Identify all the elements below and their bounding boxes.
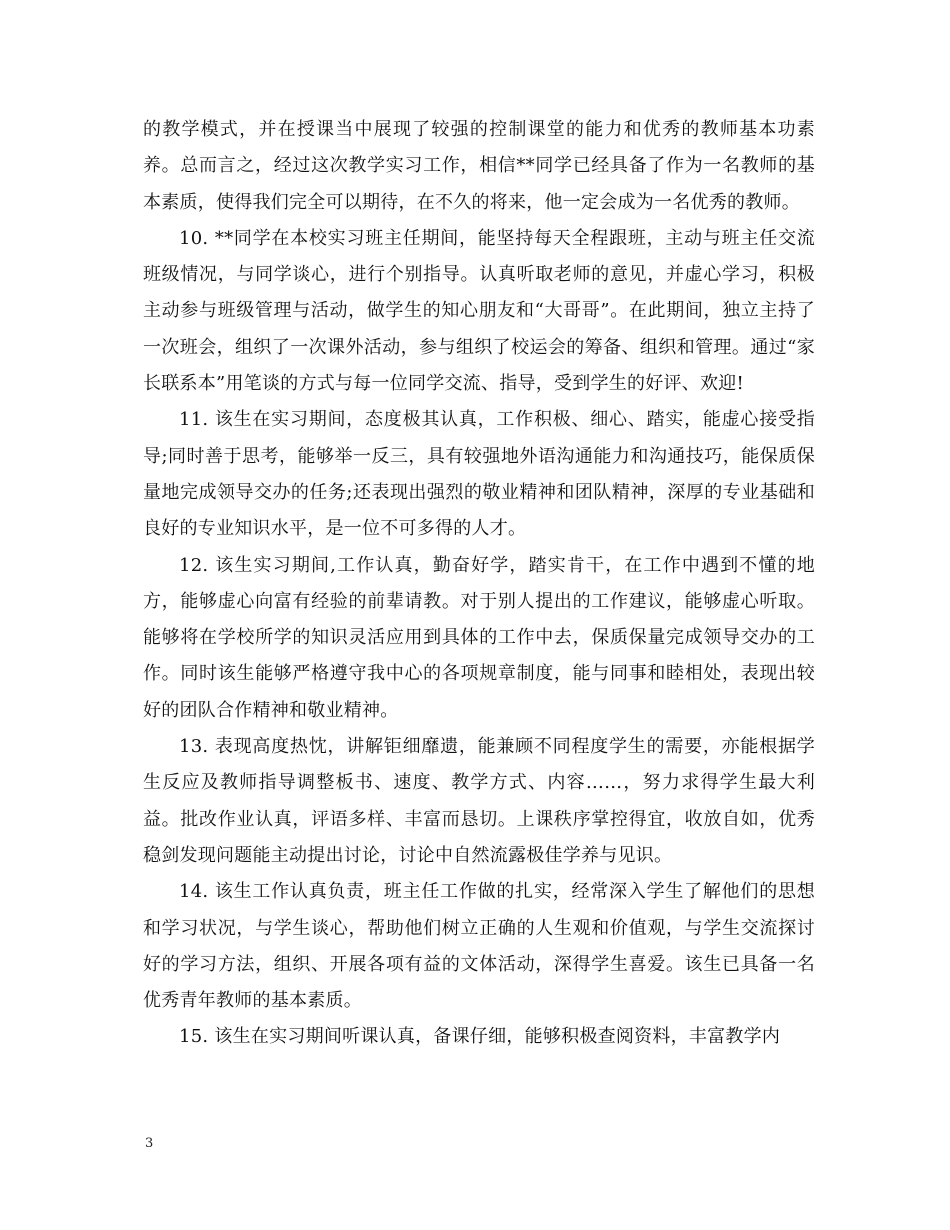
- paragraph-item-13: 13. 表现高度热忱，讲解钜细靡遗，能兼顾不同程度学生的需要，亦能根据学生反应及教师指导调整板书、速度、教学方式、内容……，努力求得学生最大利益。批改作业认真，评语多样、丰富而恳切。上课秩序掌控得宜，收放自如，优秀稳剑发现问题能主动提出讨论，讨论中自然流露极佳学养与见识。: [143, 736, 815, 866]
- paragraph-item-10: 10. **同学在本校实习班主任期间，能坚持每天全程跟班，主动与班主任交流班级情况，与同学谈心，进行个别指导。认真听取老师的意见，并虚心学习，积极主动参与班级管理与活动，做学生的知心朋友和“大哥哥”。在此期间，独立主持了一次班会，组织了一次课外活动，参与组织了校运会的筹备、组织和管理。通过“家长联系本”用笔谈的方式与每一位同学交流、指导，受到学生的好评、欢迎!: [143, 227, 815, 395]
- paragraph-continuation: 的教学模式，并在授课当中展现了较强的控制课堂的能力和优秀的教师基本功素养。总而言之，经过这次教学实习工作，相信**同学已经具备了作为一名教师的基本素质，使得我们完全可以期待，在不久的将来，他一定会成为一名优秀的教师。: [143, 119, 815, 213]
- page-number: 3: [145, 1136, 154, 1151]
- paragraph-item-15: 15. 该生在实习期间听课认真，备课仔细，能够积极查阅资料，丰富教学内: [179, 1026, 781, 1048]
- paragraph-item-14: 14. 该生工作认真负责，班主任工作做的扎实，经常深入学生了解他们的思想和学习状况，与学生谈心，帮助他们树立正确的人生观和价值观，与学生交流探讨好的学习方法，组织、开展各项有益的文体活动，深得学生喜爱。该生已具备一名优秀青年教师的基本素质。: [143, 881, 815, 1012]
- document-body: [143, 112, 815, 1056]
- paragraph-item-11: 11. 该生在实习期间，态度极其认真，工作积极、细心、踏实，能虚心接受指导;同时善于思考，能够举一反三，具有较强地外语沟通能力和沟通技巧，能保质保量地完成领导交办的任务;还表现出强烈的敬业精神和团队精神，深厚的专业基础和良好的专业知识水平，是一位不可多得的人才。: [143, 409, 815, 540]
- paragraph-item-12: 12. 该生实习期间,工作认真，勤奋好学，踏实肯干，在工作中遇到不懂的地方，能够虚心向富有经验的前辈请教。对于别人提出的工作建议，能够虚心听取。能够将在学校所学的知识灵活应用到具体的工作中去，保质保量完成领导交办的工作。同时该生能够严格遵守我中心的各项规章制度，能与同事和睦相处，表现出较好的团队合作精神和敬业精神。: [143, 554, 815, 721]
